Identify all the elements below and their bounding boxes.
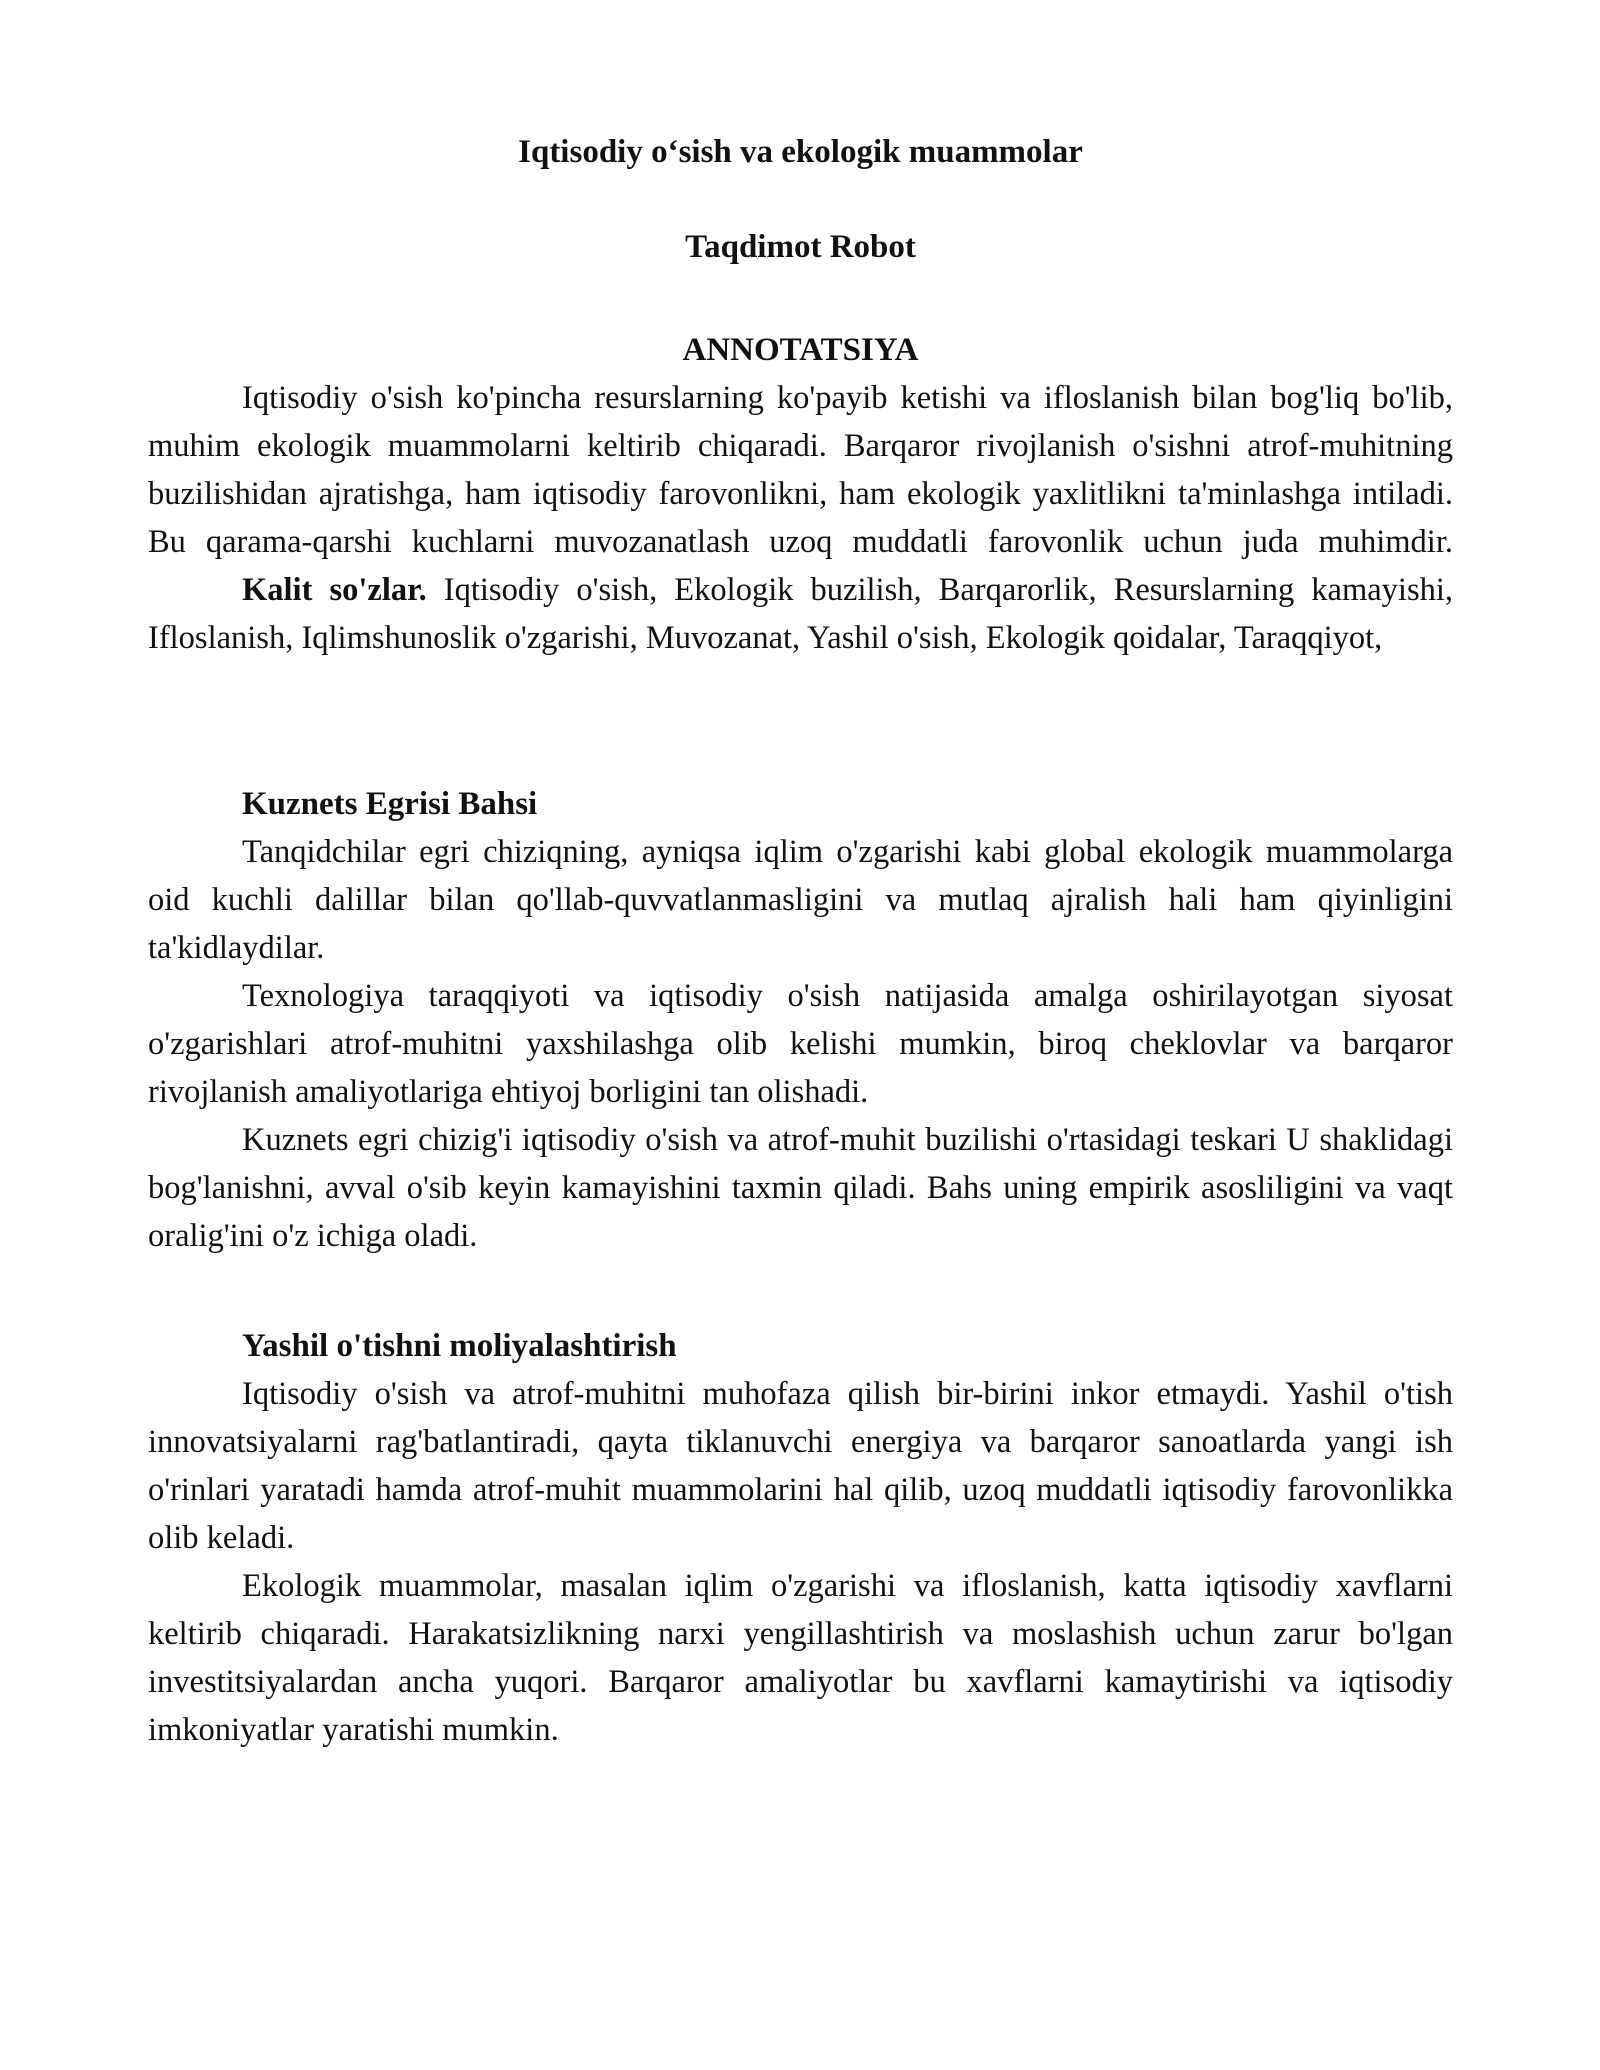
- keywords-label: Kalit so'zlar.: [242, 572, 427, 608]
- document-author: Taqdimot Robot: [685, 229, 916, 265]
- section-paragraph: Iqtisodiy o'sish va atrof-muhitni muhofaza qilish bir-birini inkor etmaydi. Yashil o'tish innovatsiyalarni rag'batlantiradi, qayta tiklanuvchi energiya va barqaror sanoatlarda yangi ish o'rinlari yaratadi hamda atrof-muhit muammolarini hal qilib, uzoq muddatli iqtisodiy farovonlikka olib keladi.: [148, 1376, 1453, 1556]
- section-paragraph: Kuznets egri chizig'i iqtisodiy o'sish va atrof-muhit buzilishi o'rtasidagi teskari U shaklidagi bog'lanishni, avval o'sib keyin kamayishini taxmin qiladi. Bahs uning empirik asosliligini va vaqt oralig'ini o'z ichiga oladi.: [148, 1122, 1453, 1254]
- section-paragraph: Texnologiya taraqqiyoti va iqtisodiy o'sish natijasida amalga oshirilayotgan siyosat o'zgarishlari atrof-muhitni yaxshilashga olib kelishi mumkin, biroq cheklovlar va barqaror rivojlanish amaliyotlariga ehtiyoj borligini tan olishadi.: [148, 978, 1453, 1110]
- section-paragraph: Tanqidchilar egri chiziqning, ayniqsa iqlim o'zgarishi kabi global ekologik muammolarga oid kuchli dalillar bilan qo'llab-quvvatlanmasligini va mutlaq ajralish hali ham qiyinligini ta'kidlaydilar.: [148, 834, 1453, 966]
- annotation-heading: ANNOTATSIYA: [682, 332, 919, 368]
- keywords-paragraph: [148, 566, 1453, 662]
- section-paragraph: Ekologik muammolar, masalan iqlim o'zgarishi va ifloslanish, katta iqtisodiy xavflarni keltirib chiqaradi. Harakatsizlikning narxi yengillashtirish va moslashish uchun zarur bo'lgan investitsiyalardan ancha yuqori. Barqaror amaliyotlar bu xavflarni kamaytirishi va iqtisodiy imkoniyatlar yaratishi mumkin.: [148, 1568, 1453, 1748]
- document-body: [148, 128, 1453, 1754]
- annotation-paragraph: Iqtisodiy o'sish ko'pincha resurslarning ko'payib ketishi va ifloslanish bilan bog'liq bo'lib, muhim ekologik muammolarni keltirib chiqaradi. Barqaror rivojlanish o'sishni atrof-muhitning buzilishidan ajratishga, ham iqtisodiy farovonlikni, ham ekologik yaxlitlikni ta'minlashga intiladi. Bu qarama-qarshi kuchlarni muvozanatlash uzoq muddatli farovonlik uchun juda muhimdir.: [148, 380, 1453, 560]
- section-heading-kuznets: Kuznets Egrisi Bahsi: [242, 786, 538, 822]
- keywords-text: Iqtisodiy o'sish, Ekologik buzilish, Barqarorlik, Resurslarning kamayishi, Ifloslanish, Iqlimshunoslik o'zgarishi, Muvozanat, Yashil o'sish, Ekologik qoidalar, Taraqqiyot,: [148, 572, 1453, 656]
- section-heading-green-transition: Yashil o'tishni moliyalashtirish: [242, 1328, 677, 1364]
- document-title: Iqtisodiy o‘sish va ekologik muammolar: [518, 134, 1083, 170]
